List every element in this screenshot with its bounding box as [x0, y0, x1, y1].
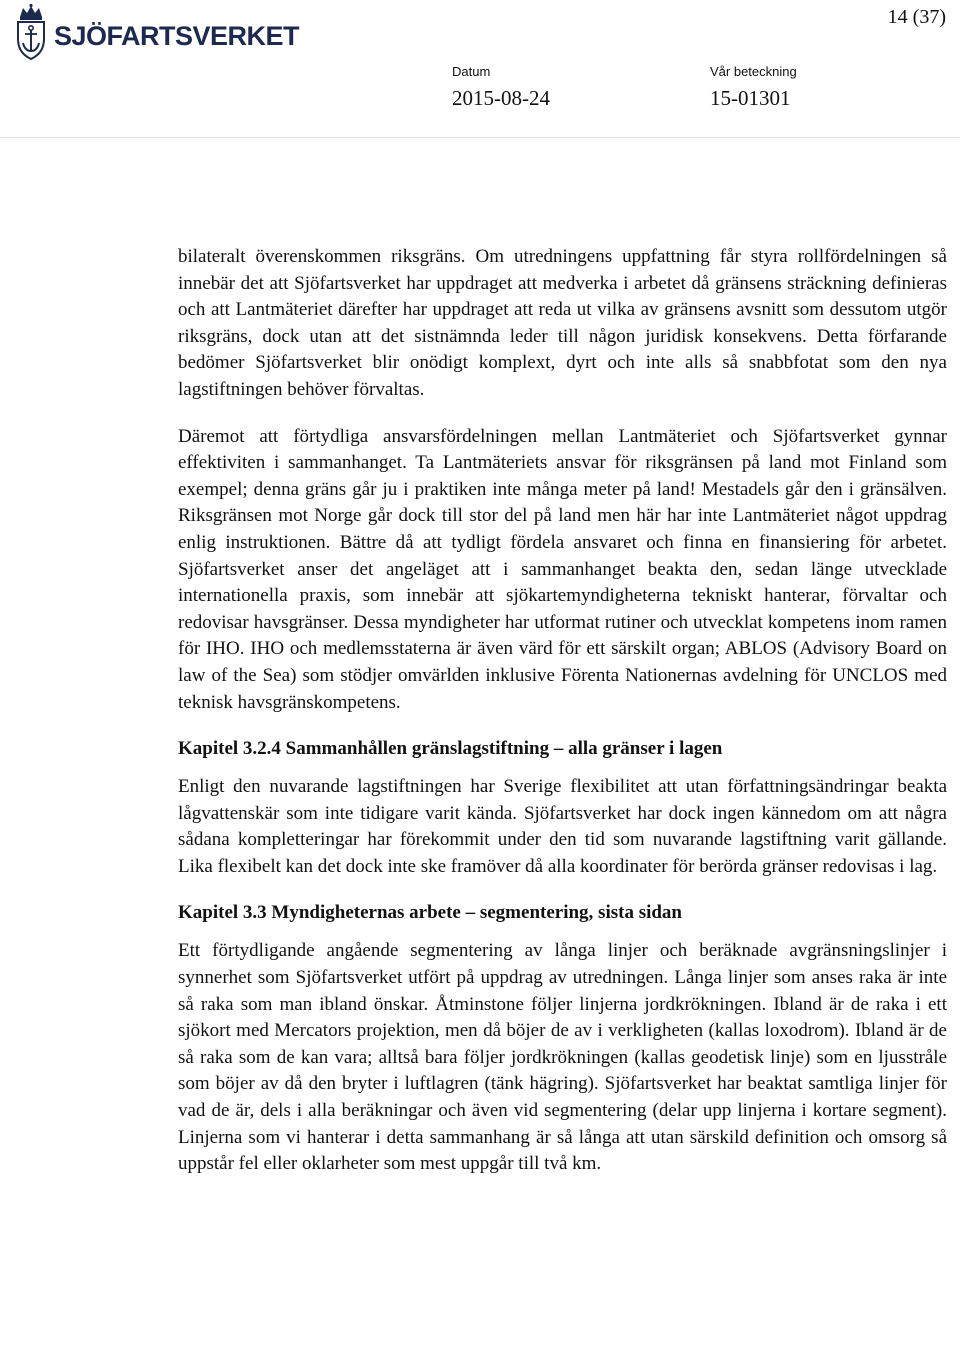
reference-label: Vår beteckning — [710, 64, 797, 79]
reference-value: 15-01301 — [710, 86, 791, 110]
document-body — [178, 244, 947, 1198]
organization-name: SJÖFARTSVERKET — [54, 20, 300, 51]
organization-logo — [14, 2, 299, 62]
letterhead — [0, 0, 960, 140]
section-heading: Kapitel 3.3 Myndigheternas arbete – segmentering, sista sidan — [178, 902, 683, 924]
header-divider — [0, 137, 960, 138]
date-value: 2015-08-24 — [452, 86, 550, 110]
crown-anchor-icon — [14, 3, 48, 61]
page-number: 14 (37) — [887, 6, 946, 28]
date-label: Datum — [452, 64, 491, 79]
paragraph: Enligt den nuvarande lagstiftningen har Sverige flexibilitet att utan författningsändringar beakta lågvattenskär som inte tidigare varit kända. Sjöfartsverket har dock ingen kännedom om att några sådana kompletteringar har förekommit under den tid som nuvarande lagstiftning varit gällande. Lika flexibelt kan det dock inte ske framöver då alla koordinater för berörda gränser redovisas i lag. — [178, 776, 947, 877]
section-heading: Kapitel 3.2.4 Sammanhållen gränslagstiftning – alla gränser i lagen — [178, 738, 723, 760]
paragraph: bilateralt överenskommen riksgräns. Om utredningens uppfattning får styra rollfördelningen så innebär det att Sjöfartsverket har uppdraget att medverka i arbetet då gränsens sträckning definieras och att Lantmäteriet därefter har uppdraget att reda ut vilka av gränsens avsnitt som dessutom utgör riksgräns, dock utan att det sistnämnda leder till någon juridisk konsekvens. Detta förfarande bedömer Sjöfartsverket blir onödigt komplext, dyrt och inte alls så snabbfotat som den nya lagstiftningen behöver förvaltas. — [178, 246, 947, 400]
paragraph: Ett förtydligande angående segmentering av långa linjer och beräknade avgränsningslinjer i synnerhet som Sjöfartsverket utfört på uppdrag av utredningen. Långa linjer som anses raka är inte så raka som man ibland önskar. Åtminstone följer linjerna jordkrökningen. Ibland är de raka i ett sjökort med Mercators projektion, men då böjer de av i verkligheten (kallas loxodrom). Ibland är de så raka som de kan vara; alltså bara följer jordkrökningen (kallas geodetisk linje) som en ljusstråle som böjer av då den bryter i luftlagren (tänk hägring). Sjöfartsverket har beaktat samtliga linjer för vad de är, dels i alla beräkningar och även vid segmentering (delar upp linjerna i kortare segment). Linjerna som vi hanterar i detta sammanhang är så långa att utan särskild definition och omsorg så uppstår fel eller oklarheter som mest uppgår till två km. — [178, 940, 947, 1175]
paragraph: Däremot att förtydliga ansvarsfördelningen mellan Lantmäteriet och Sjöfartsverket gynnar effektiviten i sammanhanget. Ta Lantmäteriets ansvar för riksgränsen på land mot Finland som exempel; denna gräns går ju i praktiken inte många meter på land! Mestadels går den i gränsälven. Riksgränsen mot Norge går dock till stor del på land men här har inte Lantmäteriet något uppdrag enlig instruktionen. Bättre då att tydligt fördela ansvaret och finna en finansiering för arbetet. Sjöfartsverket anser det angeläget att i sammanhanget beakta den, sedan länge utvecklade internationella praxis, som innebär att sjökartemyndigheterna tekniskt hanterar, förvaltar och redovisar havsgränser. Dessa myndigheter har utformat rutiner och utvecklat kompetens inom ramen för IHO. IHO och medlemsstaterna är även värd för ett särskilt organ; ABLOS (Advisory Board on law of the Sea) som stödjer omvärlden inklusive Förenta Nationernas avdelning för UNCLOS med teknisk havsgränskompetens. — [178, 425, 947, 713]
